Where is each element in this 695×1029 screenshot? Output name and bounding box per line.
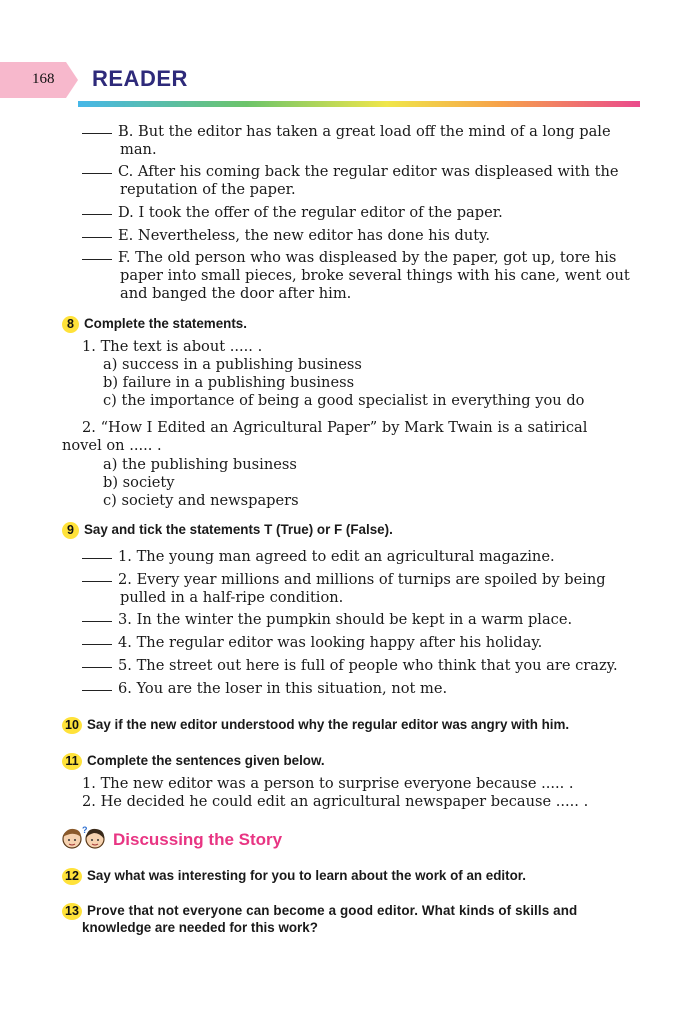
answer-blank[interactable] xyxy=(82,581,112,582)
task-13-instruction-cont: knowledge are needed for this work? xyxy=(82,920,318,935)
page-number: 168 xyxy=(32,71,55,87)
matching-item-b-cont: man. xyxy=(120,141,157,158)
task-9-instruction xyxy=(62,521,393,539)
discussion-kids-icon xyxy=(60,825,108,851)
task-8-question-2: 2. “How I Edited an Agricultural Paper” by Mark Twain is a satirical xyxy=(82,419,588,436)
task-instruction: Complete the sentences given below. xyxy=(87,753,325,768)
true-false-item-6 xyxy=(82,680,447,698)
matching-item-b xyxy=(82,123,611,141)
true-false-item-4 xyxy=(82,634,542,652)
matching-item-text: D. I took the offer of the regular editor of the paper. xyxy=(118,204,503,221)
task-number-badge: 13 xyxy=(62,903,82,920)
true-false-item-2 xyxy=(82,571,606,589)
task-instruction: Prove that not everyone can become a good editor. What kinds of skills and xyxy=(87,903,578,918)
task-8-q1-option-c[interactable]: c) the importance of being a good specialist in everything you do xyxy=(103,392,585,409)
task-number-badge: 12 xyxy=(62,868,82,885)
task-8-q2-option-a[interactable]: a) the publishing business xyxy=(103,456,297,473)
task-11-sentence-1: 1. The new editor was a person to surprise everyone because ..... . xyxy=(82,775,574,792)
task-number-badge: 10 xyxy=(62,717,82,734)
page-title: READER xyxy=(92,66,188,91)
svg-text:?: ? xyxy=(82,825,88,835)
answer-blank[interactable] xyxy=(82,133,112,134)
task-10-instruction xyxy=(62,716,569,734)
matching-item-f-cont: and banged the door after him. xyxy=(120,285,352,302)
true-false-item-1 xyxy=(82,548,555,566)
matching-item-c xyxy=(82,163,618,181)
matching-item-f xyxy=(82,249,616,267)
answer-blank[interactable] xyxy=(82,259,112,260)
task-13-instruction xyxy=(62,902,577,920)
matching-item-c-cont: reputation of the paper. xyxy=(120,181,296,198)
answer-blank[interactable] xyxy=(82,667,112,668)
answer-blank[interactable] xyxy=(82,621,112,622)
task-instruction: Say what was interesting for you to learn about the work of an editor. xyxy=(87,868,526,883)
header-rainbow-rule xyxy=(78,101,640,107)
task-number-badge: 9 xyxy=(62,522,79,539)
statement-text: 4. The regular editor was looking happy after his holiday. xyxy=(118,634,543,651)
task-8-q1-option-b[interactable]: b) failure in a publishing business xyxy=(103,374,355,391)
answer-blank[interactable] xyxy=(82,173,112,174)
answer-blank[interactable] xyxy=(82,237,112,238)
task-instruction: Complete the statements. xyxy=(84,316,247,331)
task-8-instruction xyxy=(62,315,247,333)
section-title: Discussing the Story xyxy=(113,830,283,849)
task-number-badge: 8 xyxy=(62,316,79,333)
answer-blank[interactable] xyxy=(82,214,112,215)
matching-item-text: B. But the editor has taken a great load off the mind of a long pale xyxy=(118,123,611,140)
answer-blank[interactable] xyxy=(82,690,112,691)
matching-item-d xyxy=(82,204,503,222)
task-8-q2-option-b[interactable]: b) society xyxy=(103,474,175,491)
task-11-sentence-2: 2. He decided he could edit an agricultural newspaper because ..... . xyxy=(82,793,589,810)
task-12-instruction xyxy=(62,867,526,885)
true-false-item-3 xyxy=(82,611,572,629)
task-instruction: Say if the new editor understood why the regular editor was angry with him. xyxy=(87,717,570,732)
task-8-question-1: 1. The text is about ..... . xyxy=(82,338,263,355)
statement-text: 6. You are the loser in this situation, not me. xyxy=(118,680,448,697)
true-false-item-5 xyxy=(82,657,618,675)
task-11-instruction xyxy=(62,752,325,770)
answer-blank[interactable] xyxy=(82,558,112,559)
task-instruction: Say and tick the statements T (True) or F (False). xyxy=(84,522,393,537)
task-number-badge: 11 xyxy=(62,753,82,770)
statement-text: 5. The street out here is full of people who think that you are crazy. xyxy=(118,657,618,674)
statement-text: 2. Every year millions and millions of turnips are spoiled by being xyxy=(118,571,606,588)
statement-text: 3. In the winter the pumpkin should be kept in a warm place. xyxy=(118,611,573,628)
true-false-item-2-cont: pulled in a half-ripe condition. xyxy=(120,589,344,606)
matching-item-f-cont: paper into small pieces, broke several things with his cane, went out xyxy=(120,267,630,284)
matching-item-text: C. After his coming back the regular editor was displeased with the xyxy=(118,163,619,180)
matching-item-text: F. The old person who was displeased by the paper, got up, tore his xyxy=(118,249,617,266)
task-8-q1-option-a[interactable]: a) success in a publishing business xyxy=(103,356,362,373)
answer-blank[interactable] xyxy=(82,644,112,645)
matching-item-e xyxy=(82,227,490,245)
statement-text: 1. The young man agreed to edit an agricultural magazine. xyxy=(118,548,555,565)
matching-item-text: E. Nevertheless, the new editor has done his duty. xyxy=(118,227,491,244)
task-8-q2-option-c[interactable]: c) society and newspapers xyxy=(103,492,299,509)
task-8-question-2-cont: novel on ..... . xyxy=(62,437,162,454)
